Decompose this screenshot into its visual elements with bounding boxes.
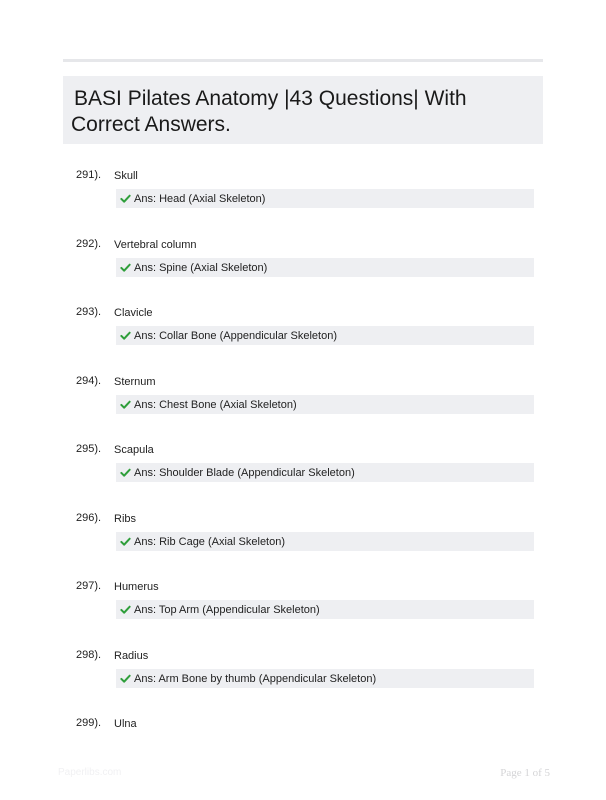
check-icon bbox=[120, 467, 131, 478]
question-number: 291). bbox=[76, 169, 102, 181]
question-number: 295). bbox=[76, 443, 102, 455]
page-indicator: Page 1 of 5 bbox=[500, 767, 550, 779]
check-icon bbox=[120, 604, 131, 615]
title-line-1: BASI Pilates Anatomy |43 Questions| With bbox=[74, 87, 467, 110]
answer-text: Ans: Spine (Axial Skeleton) bbox=[134, 261, 268, 274]
check-icon bbox=[120, 536, 131, 547]
answer-box bbox=[116, 395, 534, 414]
check-icon bbox=[120, 330, 131, 341]
answer-text: Ans: Head (Axial Skeleton) bbox=[134, 192, 266, 205]
answer-box bbox=[116, 532, 534, 551]
answer-box bbox=[116, 463, 534, 482]
check-icon bbox=[120, 262, 131, 273]
title-line-2: Correct Answers. bbox=[71, 113, 231, 136]
footer-watermark: Paperlibs.com bbox=[58, 767, 122, 778]
question-text: Clavicle bbox=[114, 307, 153, 319]
question-number: 294). bbox=[76, 375, 102, 387]
answer-text: Ans: Rib Cage (Axial Skeleton) bbox=[134, 535, 286, 548]
answer-box bbox=[116, 326, 534, 345]
answer-text: Ans: Chest Bone (Axial Skeleton) bbox=[134, 398, 297, 411]
answer-box bbox=[116, 600, 534, 619]
answer-box bbox=[116, 189, 534, 208]
question-text: Radius bbox=[114, 650, 149, 662]
question-number: 292). bbox=[76, 238, 102, 250]
question-number: 298). bbox=[76, 649, 102, 661]
answer-text: Ans: Arm Bone by thumb (Appendicular Skeleton) bbox=[134, 672, 377, 685]
answer-text: Ans: Top Arm (Appendicular Skeleton) bbox=[134, 603, 320, 616]
question-number: 296). bbox=[76, 512, 102, 524]
document-title bbox=[71, 86, 535, 138]
answer-text: Ans: Shoulder Blade (Appendicular Skeleton) bbox=[134, 466, 355, 479]
check-icon bbox=[120, 399, 131, 410]
title-banner bbox=[63, 76, 543, 144]
question-number: 297). bbox=[76, 580, 102, 592]
question-text: Vertebral column bbox=[114, 239, 197, 251]
question-text: Skull bbox=[114, 170, 138, 182]
check-icon bbox=[120, 673, 131, 684]
question-text: Sternum bbox=[114, 376, 156, 388]
check-icon bbox=[120, 193, 131, 204]
question-text: Ribs bbox=[114, 513, 137, 525]
answer-box bbox=[116, 669, 534, 688]
question-text: Humerus bbox=[114, 581, 159, 593]
answer-box bbox=[116, 258, 534, 277]
answer-text: Ans: Collar Bone (Appendicular Skeleton) bbox=[134, 329, 338, 342]
question-number: 293). bbox=[76, 306, 102, 318]
question-number: 299). bbox=[76, 717, 102, 729]
question-text: Ulna bbox=[114, 718, 137, 730]
question-text: Scapula bbox=[114, 444, 154, 456]
header-divider bbox=[63, 59, 543, 62]
